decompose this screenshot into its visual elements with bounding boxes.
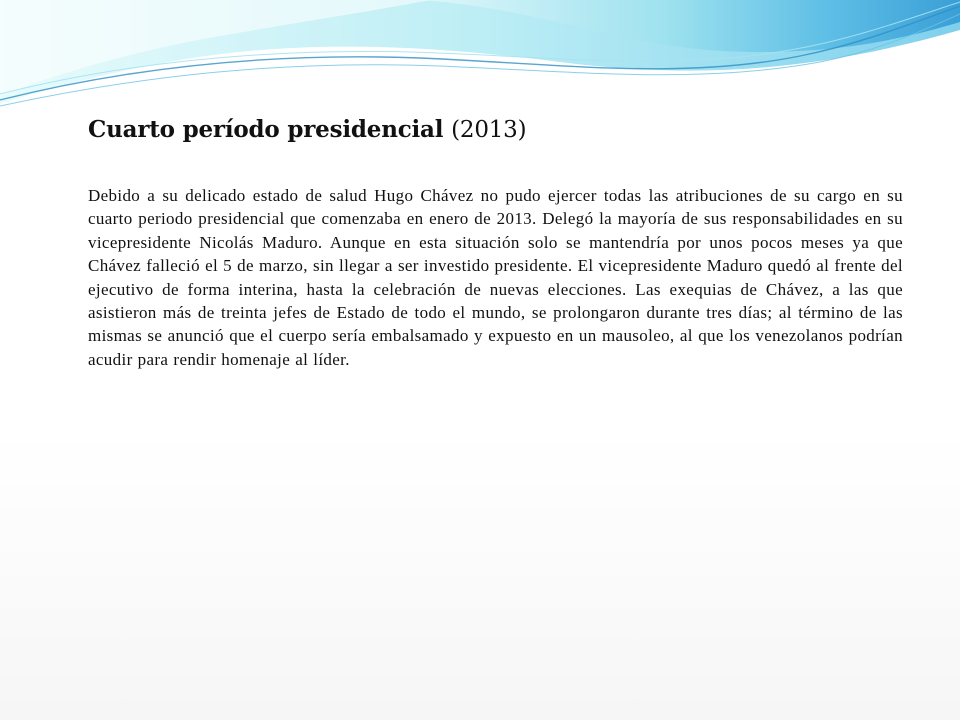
slide-title-main: Cuarto período presidencial [88,116,452,143]
slide-body-paragraph: Debido a su delicado estado de salud Hugo Chávez no pudo ejercer todas las atribuciones de su cargo en su cuarto periodo presidencial que comenzaba en enero de 2013. Delegó la mayoría de sus responsabilidades en su vicepresidente Nicolás Maduro. Aunque en esta situación solo se mantendría por unos pocos meses ya que Chávez falleció el 5 de marzo, sin llegar a ser investido presidente. El vicepresidente Maduro quedó al frente del ejecutivo de forma interina, hasta la celebración de nuevas elecciones. Las exequias de Chávez, a las que asistieron más de treinta jefes de Estado de todo el mundo, se prolongaron durante tres días; al término de las mismas se anunció que el cuerpo sería embalsamado y expuesto en un mausoleo, al que los venezolanos podrían acudir para rendir homenaje al líder. [88,186,903,369]
wave-header-decoration [0,0,960,120]
slide-title [88,116,868,143]
slide-title-year: (2013) [451,117,527,143]
